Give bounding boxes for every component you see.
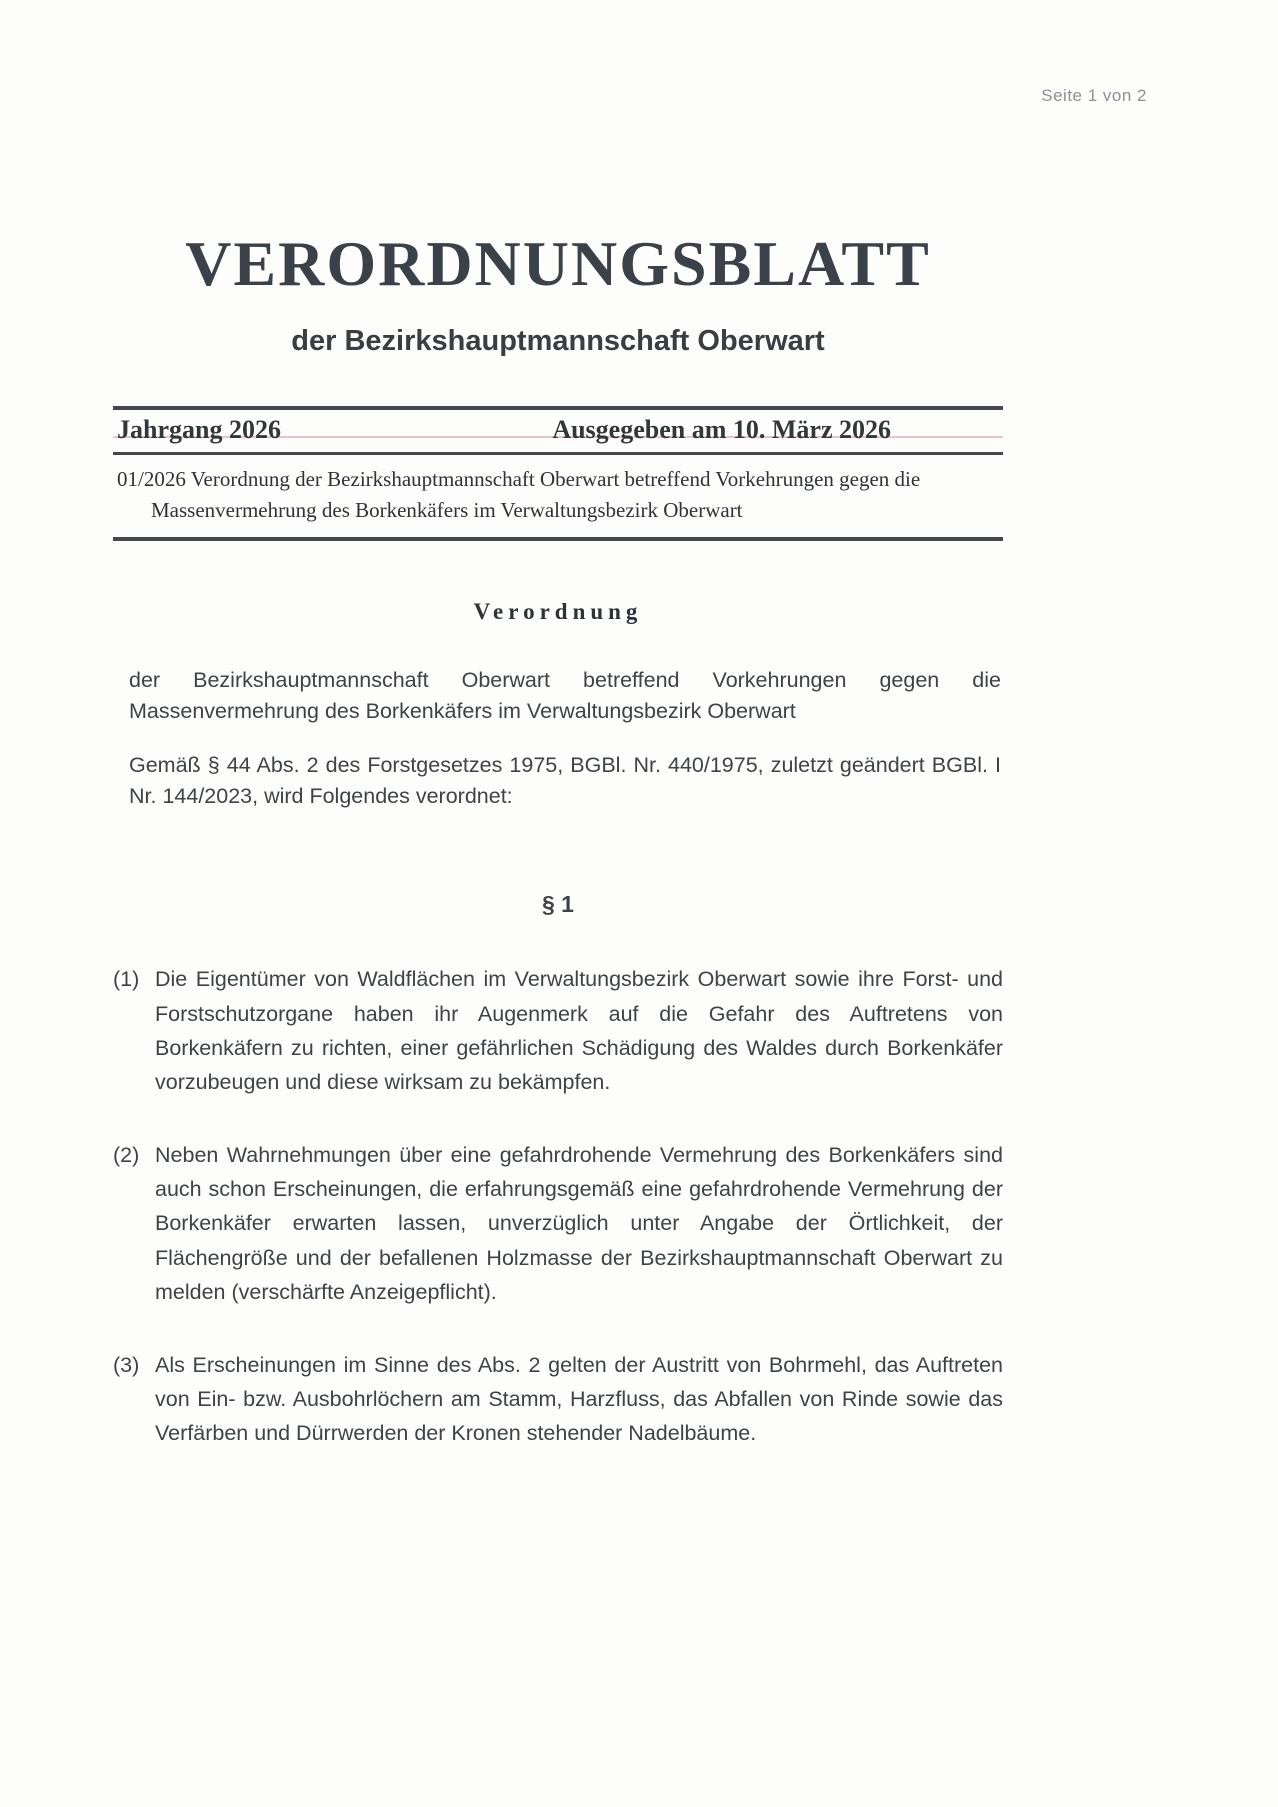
clause-number: (2) [113, 1142, 140, 1167]
page-indicator: Seite 1 von 2 [1041, 86, 1147, 105]
issue-notice: 01/2026 Verordnung der Bezirkshauptmannschaft Oberwart betreffend Vorkehrungen gegen die Massenvermehrung des Borkenkäfers im Verwaltungsbezirk Oberwart [113, 455, 1003, 541]
document-title: VERORDNUNGSBLATT [185, 228, 931, 299]
clause-1 [113, 962, 1003, 1100]
clause-3 [113, 1348, 1003, 1451]
clause-number: (3) [113, 1352, 140, 1377]
clause-number: (1) [113, 967, 140, 992]
section-heading: § 1 [542, 891, 574, 918]
clause-2 [113, 1138, 1003, 1310]
document-subtitle: der Bezirkshauptmannschaft Oberwart [291, 325, 825, 358]
decree-heading: Verordnung [473, 599, 643, 625]
clause-text: Neben Wahrnehmungen über eine gefahrdrohende Vermehrung des Borkenkäfers sind auch schon Erscheinungen, die erfahrungsgemäß eine gefahrdrohende Vermehrung der Borkenkäfer erwarten lassen, unverzüglich unter Angabe der Örtlichkeit, der Flächengröße und der befallenen Holzmasse der Bezirkshauptmannschaft Oberwart zu melden (verschärfte Anzeigepflicht). [155, 1142, 1003, 1305]
issue-date-label: Ausgegeben am 10. März 2026 [552, 415, 891, 445]
intro-paragraph: der Bezirkshauptmannschaft Oberwart betreffend Vorkehrungen gegen die Massenvermehrung des Borkenkäfers im Verwaltungsbezirk Oberwart [129, 668, 1001, 723]
year-label: Jahrgang 2026 [117, 415, 281, 445]
masthead [113, 406, 1003, 541]
masthead-row [113, 410, 1003, 455]
legal-basis-paragraph: Gemäß § 44 Abs. 2 des Forstgesetzes 1975, BGBl. Nr. 440/1975, zuletzt geändert BGBl. I Nr. 144/2023, wird Folgendes verordnet: [129, 753, 1001, 808]
clause-text: Die Eigentümer von Waldflächen im Verwaltungsbezirk Oberwart sowie ihre Forst- und Forstschutzorgane haben ihr Augenmerk auf die Gefahr des Auftretens von Borkenkäfern zu richten, einer gefährlichen Schädigung des Waldes durch Borkenkäfer vorzubeugen und diese wirksam zu bekämpfen. [155, 967, 1003, 1095]
clause-text: Als Erscheinungen im Sinne des Abs. 2 gelten der Austritt von Bohrmehl, das Auftreten von Ein- bzw. Ausbohrlöchern am Stamm, Harzfluss, das Abfallen von Rinde sowie das Verfärben und Dürrwerden der Kronen stehender Nadelbäume. [155, 1352, 1003, 1446]
document-content [113, 0, 1003, 1451]
